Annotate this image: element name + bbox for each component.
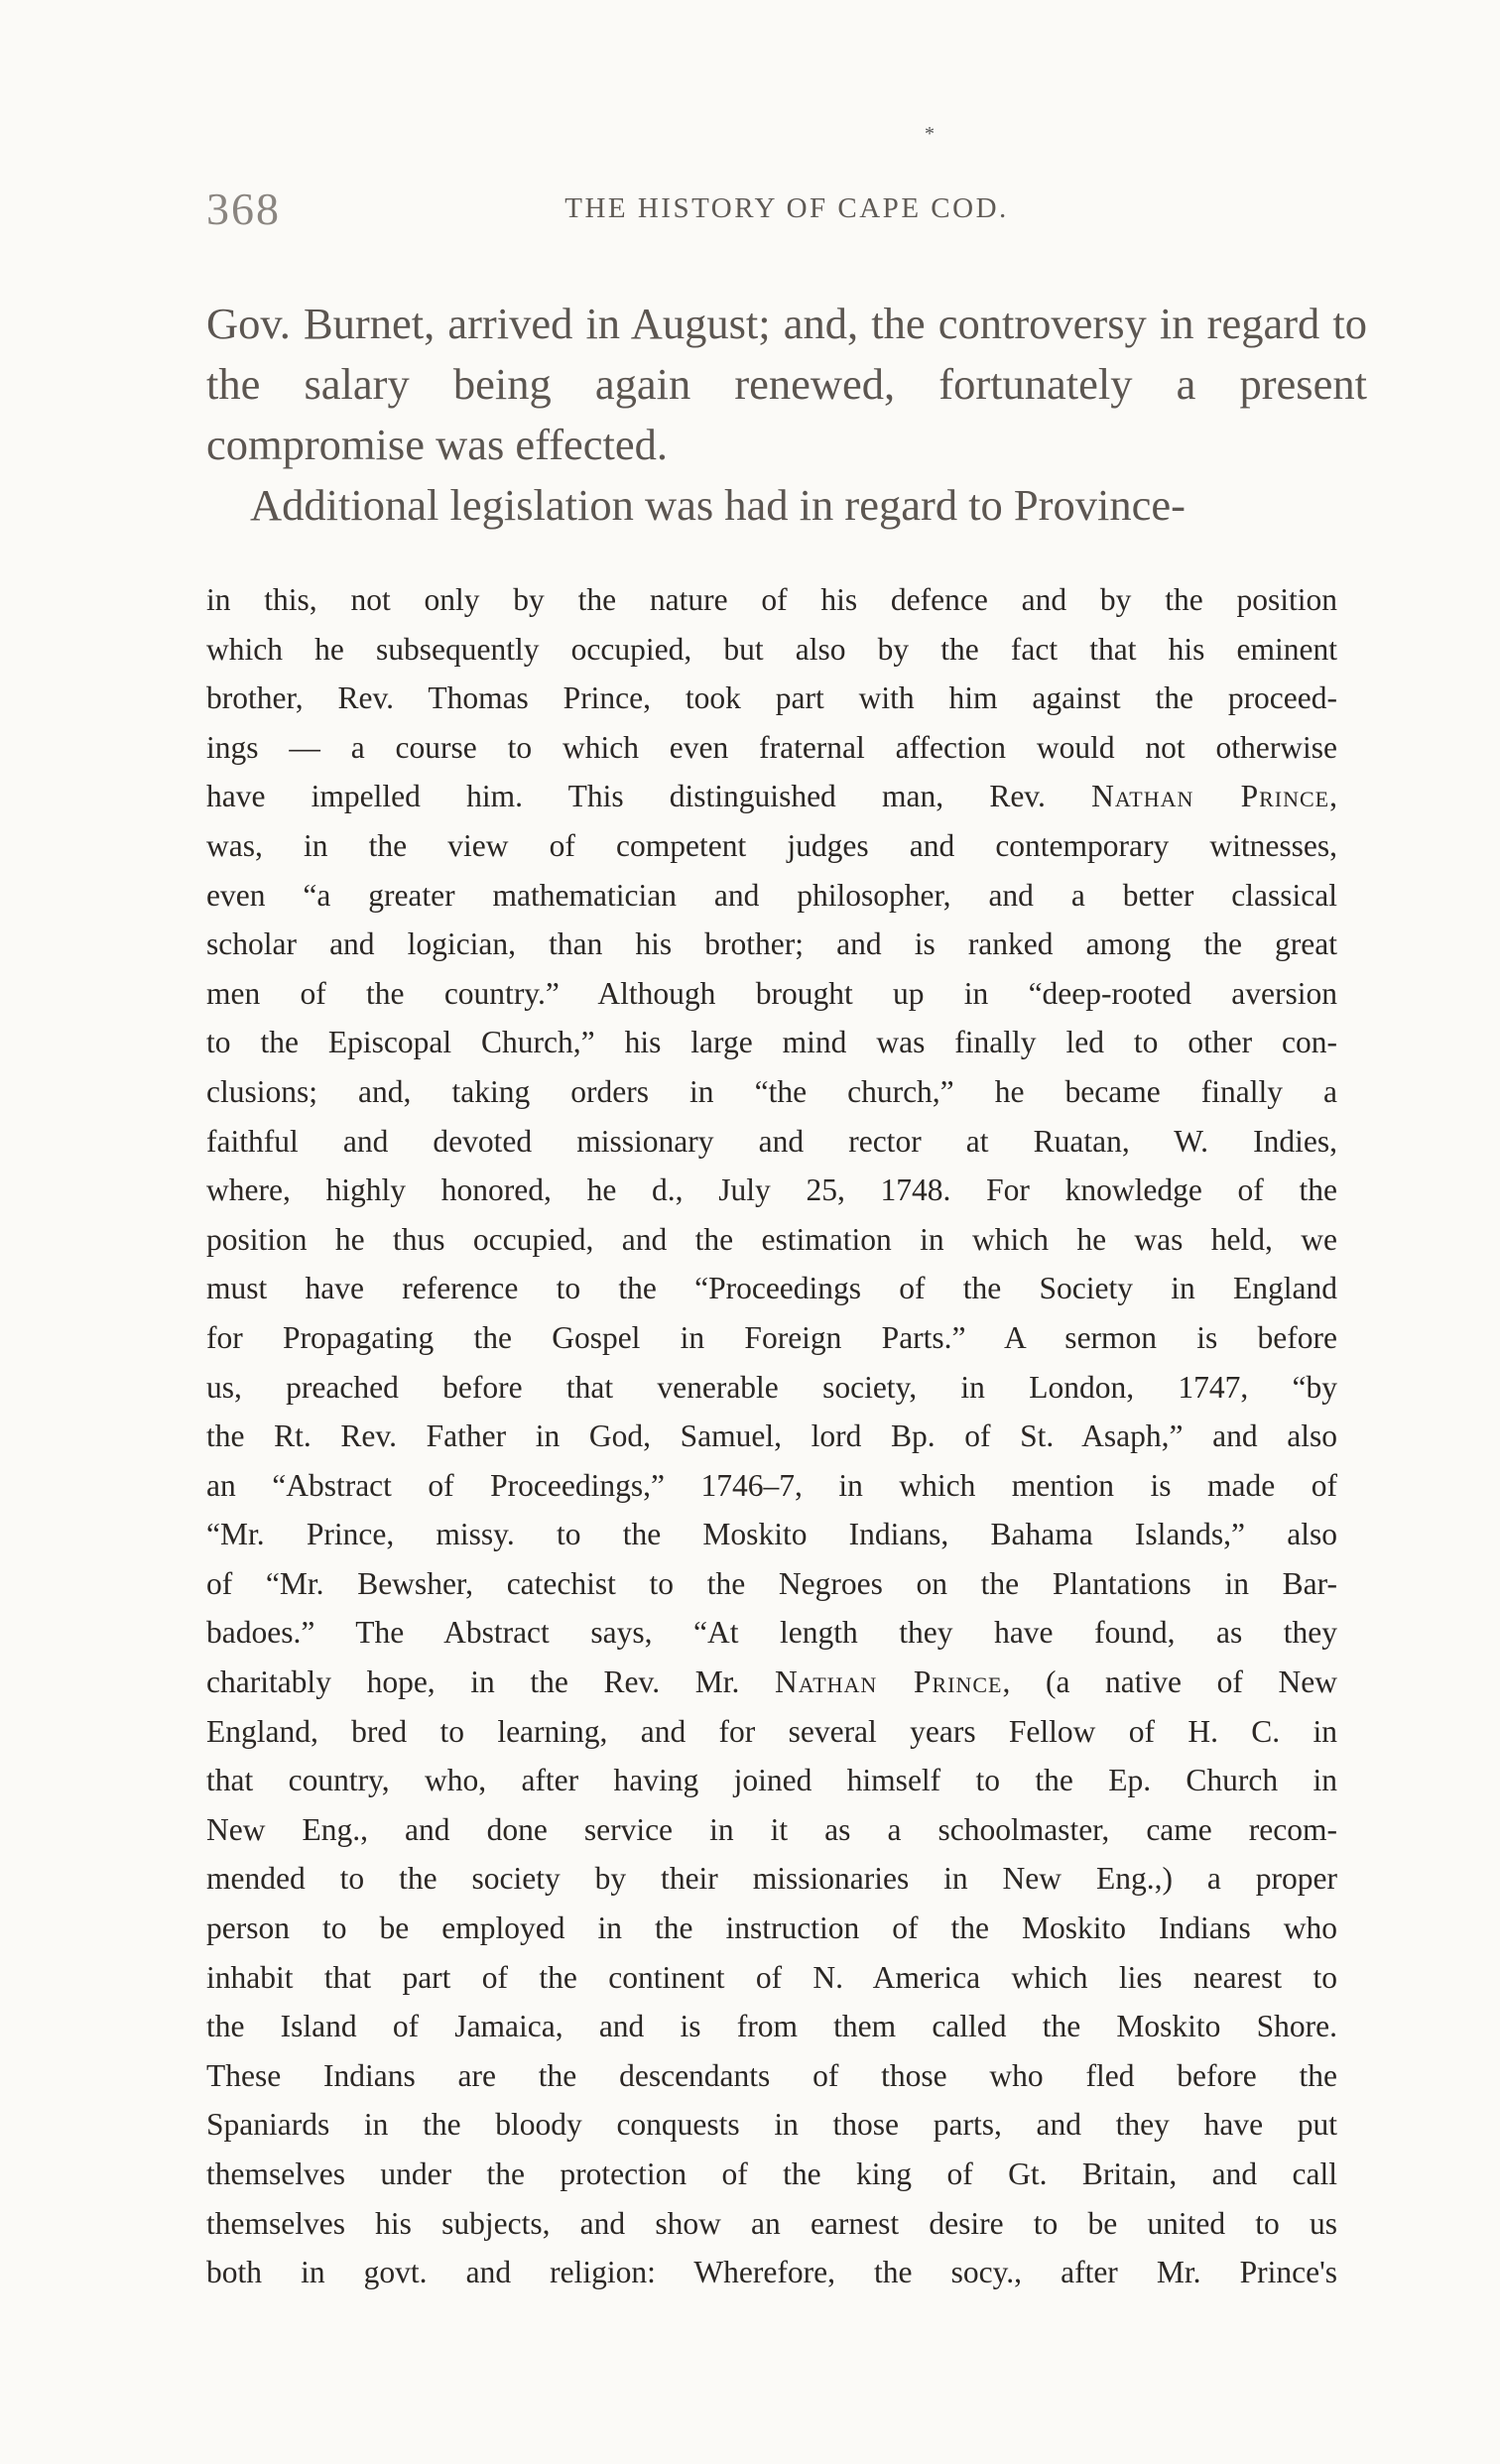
footnote-line: position he thus occupied, and the estimation in which he was held, we bbox=[206, 1221, 1337, 1257]
footnote-line: was, in the view of competent judges and contemporary witnesses, bbox=[206, 827, 1337, 863]
footnote-line: men of the country.” Although brought up in “deep-rooted aversion bbox=[206, 975, 1337, 1011]
footnote-line: faithful and devoted missionary and rector at Ruatan, W. Indies, bbox=[206, 1123, 1337, 1159]
main-paragraph: Gov. Burnet, arrived in August; and, the controversy in regard to the salary being again renewed, fortunately a present compromise was effected. bbox=[206, 299, 1367, 469]
footnote-line: These Indians are the descendants of those who fled before the bbox=[206, 2057, 1337, 2093]
footnote-line: England, bred to learning, and for several years Fellow of H. C. in bbox=[206, 1713, 1337, 1749]
footnote-line: mended to the society by their missionaries in New Eng.,) a proper bbox=[206, 1861, 1337, 1897]
footnote-line: for Propagating the Gospel in Foreign Parts.” A sermon is before bbox=[206, 1319, 1337, 1355]
main-text bbox=[206, 294, 1367, 536]
footnote-line: to the Episcopal Church,” his large mind was finally led to other con- bbox=[206, 1025, 1337, 1060]
footnote-line: an “Abstract of Proceedings,” 1746–7, in which mention is made of bbox=[206, 1467, 1337, 1503]
footnote-line: us, preached before that venerable society, in London, 1747, “by bbox=[206, 1369, 1337, 1405]
footnote-line: even “a greater mathematician and philosopher, and a better classical bbox=[206, 877, 1337, 913]
footnote-line: clusions; and, taking orders in “the church,” he became finally a bbox=[206, 1073, 1337, 1109]
page-number: 368 bbox=[206, 184, 281, 234]
main-paragraph-continued: Additional legislation was had in regard to Province- bbox=[250, 480, 1186, 530]
footnote-line: Spaniards in the bloody conquests in those parts, and they have put bbox=[206, 2107, 1337, 2143]
footnote-line: that country, who, after having joined himself to the Ep. Church in bbox=[206, 1763, 1337, 1798]
footnote-line: person to be employed in the instruction of the Moskito Indians who bbox=[206, 1910, 1337, 1946]
footnote-line: themselves under the protection of the king of Gt. Britain, and call bbox=[206, 2156, 1337, 2191]
footnote-line: the Island of Jamaica, and is from them called the Moskito Shore. bbox=[206, 2009, 1337, 2044]
footnote-line: charitably hope, in the Rev. Mr. Nathan Prince, (a native of New bbox=[206, 1664, 1337, 1700]
footnote bbox=[206, 575, 1337, 2297]
footnote-line: of “Mr. Bewsher, catechist to the Negroes on the Plantations in Bar- bbox=[206, 1565, 1337, 1601]
footnote-line: ings — a course to which even fraternal affection would not otherwise bbox=[206, 729, 1337, 765]
footnote-line: must have reference to the “Proceedings of the Society in England bbox=[206, 1271, 1337, 1306]
footnote-line: both in govt. and religion: Wherefore, the socy., after Mr. Prince's bbox=[206, 2255, 1337, 2290]
footnote-line: themselves his subjects, and show an earnest desire to be united to us bbox=[206, 2205, 1337, 2241]
footnote-body bbox=[206, 575, 1337, 2297]
footnote-line: “Mr. Prince, missy. to the Moskito Indians, Bahama Islands,” also bbox=[206, 1517, 1337, 1552]
footnote-line: have impelled him. This distinguished man, Rev. Nathan Prince, bbox=[206, 779, 1337, 814]
footnote-line: in this, not only by the nature of his defence and by the position bbox=[206, 582, 1337, 617]
footnote-line: New Eng., and done service in it as a schoolmaster, came recom- bbox=[206, 1811, 1337, 1847]
printer-mark: * bbox=[925, 123, 935, 145]
footnote-line: scholar and logician, than his brother; and is ranked among the great bbox=[206, 926, 1337, 962]
footnote-line: which he subsequently occupied, but also by the fact that his eminent bbox=[206, 631, 1337, 667]
footnote-line: the Rt. Rev. Father in God, Samuel, lord Bp. of St. Asaph,” and also bbox=[206, 1418, 1337, 1454]
footnote-line: brother, Rev. Thomas Prince, took part with him against the proceed- bbox=[206, 680, 1337, 716]
footnote-line: badoes.” The Abstract says, “At length they have found, as they bbox=[206, 1615, 1337, 1651]
footnote-line: where, highly honored, he d., July 25, 1748. For knowledge of the bbox=[206, 1172, 1337, 1208]
page-header bbox=[206, 183, 1367, 262]
footnote-line: inhabit that part of the continent of N. America which lies nearest to bbox=[206, 1959, 1337, 1995]
running-head: THE HISTORY OF CAPE COD. bbox=[564, 192, 1009, 224]
